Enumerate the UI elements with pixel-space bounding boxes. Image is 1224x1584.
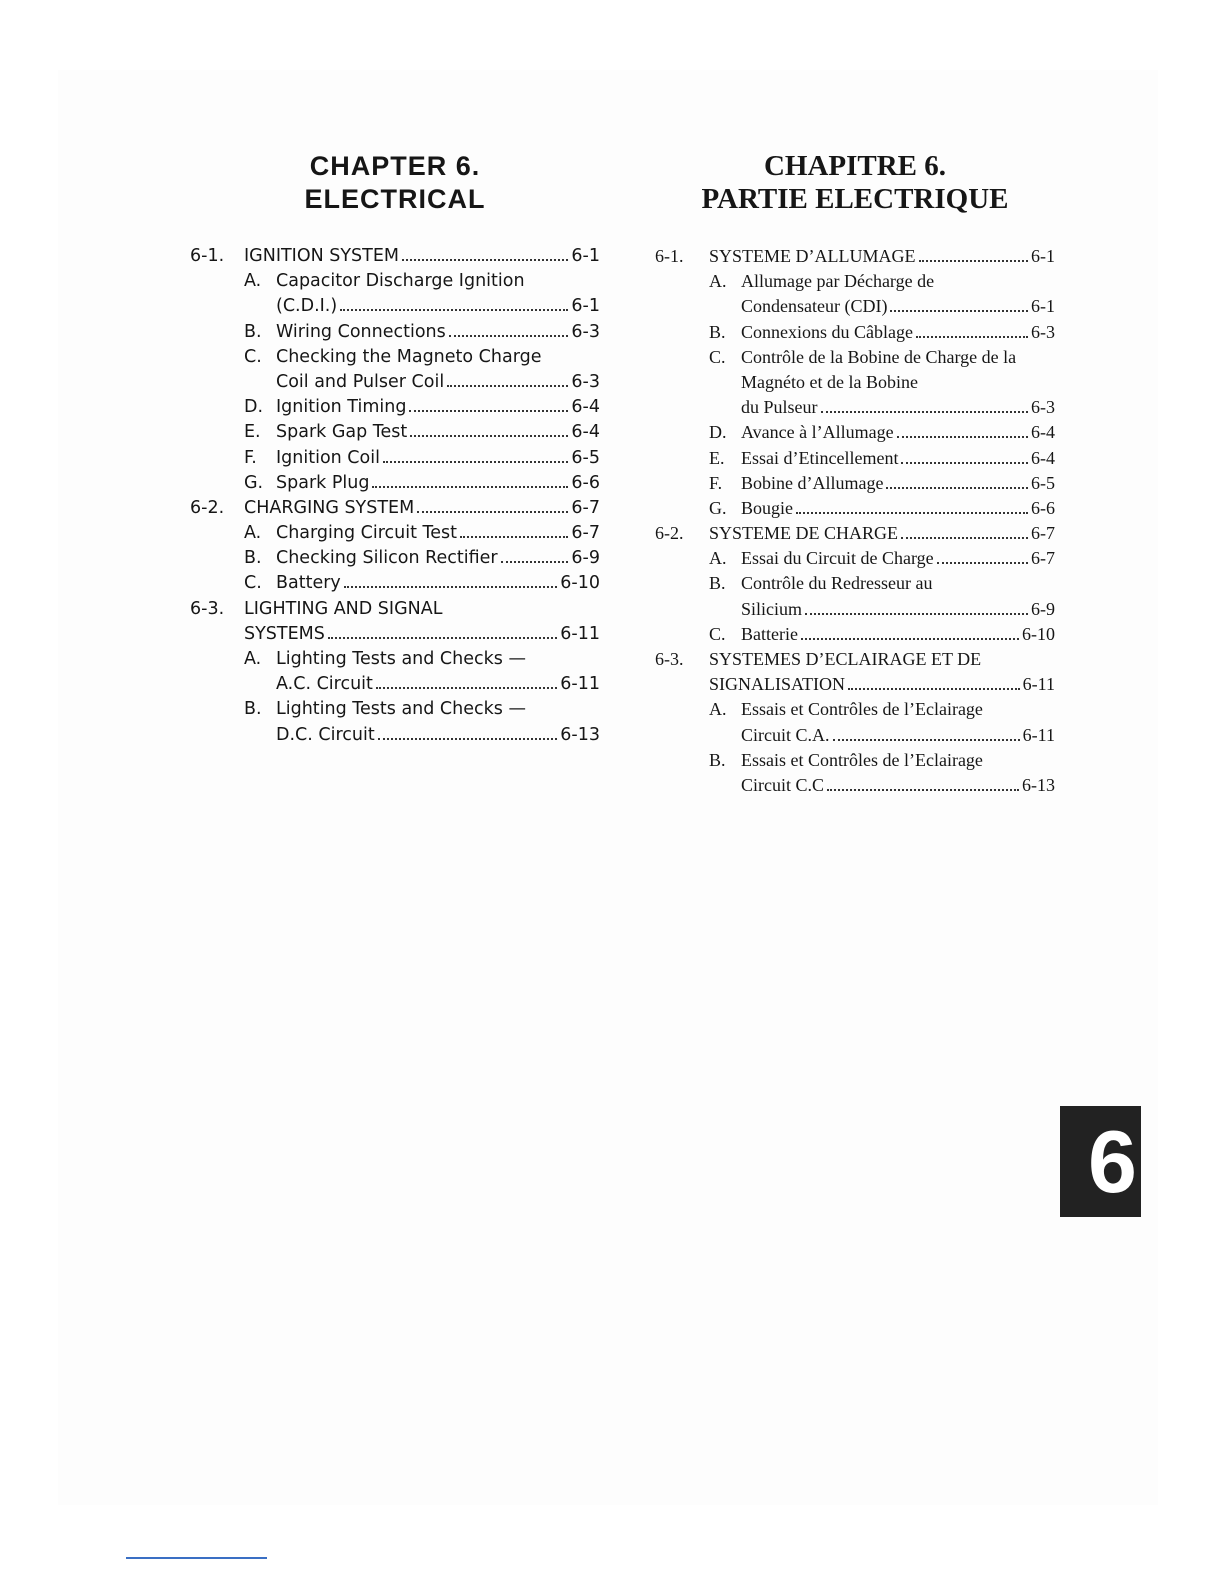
entry-letter: G. (244, 472, 264, 493)
toc-entry-line (190, 395, 600, 420)
english-title-line-1: CHAPTER 6. (309, 151, 481, 181)
entry-page: 6-13 (560, 724, 600, 745)
entry-label: Wiring Connections (276, 321, 446, 342)
toc-section (655, 647, 1055, 798)
entry-page: 6-4 (1031, 422, 1055, 443)
entry-label: Checking Silicon Rectifier (276, 548, 498, 569)
toc-entry-line (190, 269, 600, 294)
section-number: 6-3. (190, 598, 225, 619)
entry-label: Essais et Contrôles de l’Eclairage (741, 699, 983, 720)
section-page: 6-7 (571, 497, 600, 518)
entry-page: 6-5 (1031, 472, 1055, 493)
toc-section-line (655, 521, 1055, 546)
section-number: 6-2. (655, 523, 684, 544)
dot-leader (901, 537, 1028, 539)
entry-page: 6-6 (571, 472, 600, 493)
french-chapter-title (655, 150, 1055, 216)
dot-leader (890, 310, 1028, 312)
chapter-tab: 6 (1060, 1106, 1141, 1217)
toc-entry-line (655, 294, 1055, 319)
toc-entry-line (655, 773, 1055, 798)
entry-letter: C. (244, 573, 262, 594)
dot-leader (901, 462, 1028, 464)
section-page: 6-7 (1031, 523, 1055, 544)
entry-letter: E. (244, 422, 261, 443)
entry-label: Condensateur (CDI) (741, 296, 888, 317)
dot-leader (501, 561, 569, 563)
toc-section (190, 244, 600, 496)
dot-leader (801, 638, 1019, 640)
toc-entry-line (190, 420, 600, 445)
toc-section (190, 496, 600, 597)
toc-entry-line (190, 294, 600, 319)
toc-section-line (190, 244, 600, 269)
entry-label: Charging Circuit Test (276, 523, 458, 544)
entry-letter: D. (709, 422, 727, 443)
entry-label: (C.D.I.) (276, 296, 338, 317)
dot-leader (796, 512, 1028, 514)
french-title-line-2: PARTIE ELECTRIQUE (701, 183, 1009, 215)
entry-label: Circuit C.C (741, 774, 825, 795)
toc-entry-line (655, 320, 1055, 345)
entry-page: 6-1 (571, 296, 600, 317)
section-page: 6-1 (571, 246, 600, 266)
dot-leader (886, 487, 1028, 489)
entry-label: Essai du Circuit de Charge (741, 548, 934, 569)
section-number: 6-1. (655, 246, 684, 266)
entry-page: 6-13 (1022, 774, 1055, 795)
entry-label: Lighting Tests and Checks — (276, 699, 526, 720)
english-title-line-2: ELECTRICAL (304, 184, 486, 214)
dot-leader (897, 436, 1028, 438)
entry-letter: A. (244, 271, 262, 292)
entry-label: Lighting Tests and Checks — (276, 649, 526, 669)
entry-letter: C. (709, 623, 726, 644)
entry-page: 6-1 (1031, 296, 1055, 317)
entry-label: A.C. Circuit (276, 674, 373, 695)
entry-letter: A. (244, 523, 262, 544)
entry-page: 6-7 (1031, 548, 1055, 569)
entry-label: Contrôle du Redresseur au (741, 573, 933, 594)
dot-leader (447, 385, 568, 387)
entry-label: Essais et Contrôles de l’Eclairage (741, 749, 983, 770)
entry-label: Battery (276, 573, 341, 594)
entry-letter: A. (709, 271, 727, 292)
toc-entry-line (190, 546, 600, 571)
dot-leader (460, 536, 568, 538)
toc-section (655, 521, 1055, 647)
entry-page: 6-4 (571, 422, 600, 443)
entry-page: 6-4 (1031, 447, 1055, 468)
dot-leader (410, 435, 568, 437)
section-label-continued: SIGNALISATION (709, 674, 845, 695)
dot-leader (916, 336, 1028, 338)
entry-page: 6-3 (1031, 397, 1055, 418)
toc-entry-line (655, 345, 1055, 370)
toc-entry-line (655, 597, 1055, 622)
entry-page: 6-11 (560, 674, 600, 695)
entry-label: Checking the Magneto Charge (276, 346, 542, 367)
dot-leader (937, 562, 1028, 564)
entry-label: Contrôle de la Bobine de Charge de la (741, 346, 1017, 367)
french-table-of-contents (655, 244, 1055, 798)
dot-leader (402, 259, 568, 261)
entry-label: D.C. Circuit (276, 724, 375, 745)
toc-section (190, 597, 600, 748)
toc-entry-line (655, 269, 1055, 294)
section-number: 6-2. (190, 497, 225, 518)
entry-page: 6-7 (571, 523, 600, 544)
dot-leader (449, 335, 569, 337)
french-column (655, 150, 1055, 798)
entry-label: Essai d’Etincellement (741, 447, 899, 468)
entry-label: Coil and Pulser Coil (276, 371, 445, 392)
toc-entry-line (655, 446, 1055, 471)
toc-entry-line (190, 697, 600, 722)
entry-letter: B. (244, 321, 262, 342)
dot-leader (827, 789, 1019, 791)
entry-page: 6-3 (1031, 321, 1055, 342)
entry-label: Bobine d’Allumage (741, 472, 884, 493)
toc-entry-line (655, 622, 1055, 647)
toc-entry-line (655, 723, 1055, 748)
dot-leader (340, 309, 568, 311)
section-label: IGNITION SYSTEM (244, 246, 400, 266)
entry-page: 6-5 (571, 447, 600, 468)
toc-entry-line (655, 748, 1055, 773)
toc-entry-line (190, 672, 600, 697)
entry-letter: B. (709, 573, 726, 594)
dot-leader (805, 613, 1028, 615)
toc-section-line (655, 647, 1055, 672)
section-number: 6-1. (190, 246, 225, 266)
toc-entry-line (655, 471, 1055, 496)
toc-entry-line (190, 345, 600, 370)
toc-section-line (655, 672, 1055, 697)
toc-entry-line (190, 647, 600, 672)
entry-letter: A. (709, 699, 727, 720)
dot-leader (821, 411, 1029, 413)
toc-entry-line (655, 420, 1055, 445)
toc-entry-line (190, 320, 600, 345)
section-label: LIGHTING AND SIGNAL (244, 598, 443, 619)
entry-label: Connexions du Câblage (741, 321, 913, 342)
dot-leader (344, 586, 558, 588)
section-page: 6-1 (1031, 246, 1055, 266)
entry-label: Circuit C.A. (741, 724, 830, 745)
dot-leader (383, 461, 568, 463)
entry-letter: F. (244, 447, 257, 468)
entry-label: du Pulseur (741, 397, 818, 418)
toc-section-line (655, 244, 1055, 269)
toc-entry-line (655, 571, 1055, 596)
section-page: 6-11 (560, 623, 600, 644)
toc-section-line (190, 496, 600, 521)
entry-letter: B. (244, 699, 262, 720)
section-number: 6-3. (655, 649, 684, 669)
entry-label: Avance à l’Allumage (741, 422, 894, 443)
toc-section-line (190, 597, 600, 622)
entry-label: Magnéto et de la Bobine (741, 371, 918, 392)
entry-label: Spark Plug (276, 472, 370, 493)
footer-rule (126, 1557, 267, 1559)
entry-letter: F. (709, 472, 723, 493)
dot-leader (848, 688, 1020, 690)
entry-page: 6-3 (571, 371, 600, 392)
entry-page: 6-9 (571, 548, 600, 569)
dot-leader (417, 511, 568, 513)
toc-section (655, 244, 1055, 521)
toc-entry-line (190, 471, 600, 496)
entry-label: Ignition Coil (276, 447, 380, 468)
section-label: SYSTEME D’ALLUMAGE (709, 246, 916, 266)
entry-letter: D. (244, 397, 264, 418)
entry-letter: B. (709, 749, 726, 770)
entry-letter: G. (709, 497, 727, 518)
entry-page: 6-11 (1022, 724, 1055, 745)
entry-letter: B. (244, 548, 262, 569)
entry-label: Allumage par Décharge de (741, 271, 935, 292)
entry-letter: A. (709, 548, 727, 569)
toc-entry-line (655, 370, 1055, 395)
french-title-line-1: CHAPITRE 6. (763, 150, 947, 182)
english-chapter-title (190, 150, 600, 216)
section-label-continued: SYSTEMS (244, 623, 325, 644)
dot-leader (919, 260, 1029, 262)
entry-letter: E. (709, 447, 725, 468)
dot-leader (378, 738, 558, 740)
toc-section-line (190, 622, 600, 647)
toc-entry-line (655, 496, 1055, 521)
dot-leader (372, 486, 568, 488)
section-page: 6-11 (1022, 674, 1055, 695)
entry-label: Spark Gap Test (276, 422, 408, 443)
entry-page: 6-10 (1022, 623, 1055, 644)
toc-entry-line (655, 395, 1055, 420)
entry-page: 6-9 (1031, 598, 1055, 619)
entry-label: Silicium (741, 598, 803, 619)
entry-letter: C. (709, 346, 726, 367)
entry-label: Capacitor Discharge Ignition (276, 271, 525, 292)
entry-label: Batterie (741, 623, 798, 644)
dot-leader (328, 637, 557, 639)
toc-entry-line (190, 521, 600, 546)
entry-letter: C. (244, 346, 262, 367)
toc-entry-line (655, 697, 1055, 722)
entry-label: Ignition Timing (276, 397, 407, 418)
entry-page: 6-4 (571, 397, 600, 418)
toc-entry-line (190, 571, 600, 596)
toc-entry-line (190, 446, 600, 471)
entry-letter: A. (244, 649, 262, 669)
entry-page: 6-6 (1031, 497, 1055, 518)
entry-letter: B. (709, 321, 726, 342)
section-label: CHARGING SYSTEM (244, 497, 415, 518)
toc-entry-line (190, 370, 600, 395)
entry-label: Bougie (741, 497, 793, 518)
toc-entry-line (190, 723, 600, 748)
english-column (190, 150, 600, 748)
dot-leader (409, 410, 568, 412)
entry-page: 6-3 (571, 321, 600, 342)
dot-leader (376, 687, 557, 689)
english-table-of-contents (190, 244, 600, 748)
entry-page: 6-10 (560, 573, 600, 594)
section-label: SYSTEME DE CHARGE (709, 523, 899, 544)
toc-entry-line (655, 546, 1055, 571)
section-label: SYSTEMES D’ECLAIRAGE ET DE (709, 649, 982, 669)
dot-leader (833, 739, 1020, 741)
